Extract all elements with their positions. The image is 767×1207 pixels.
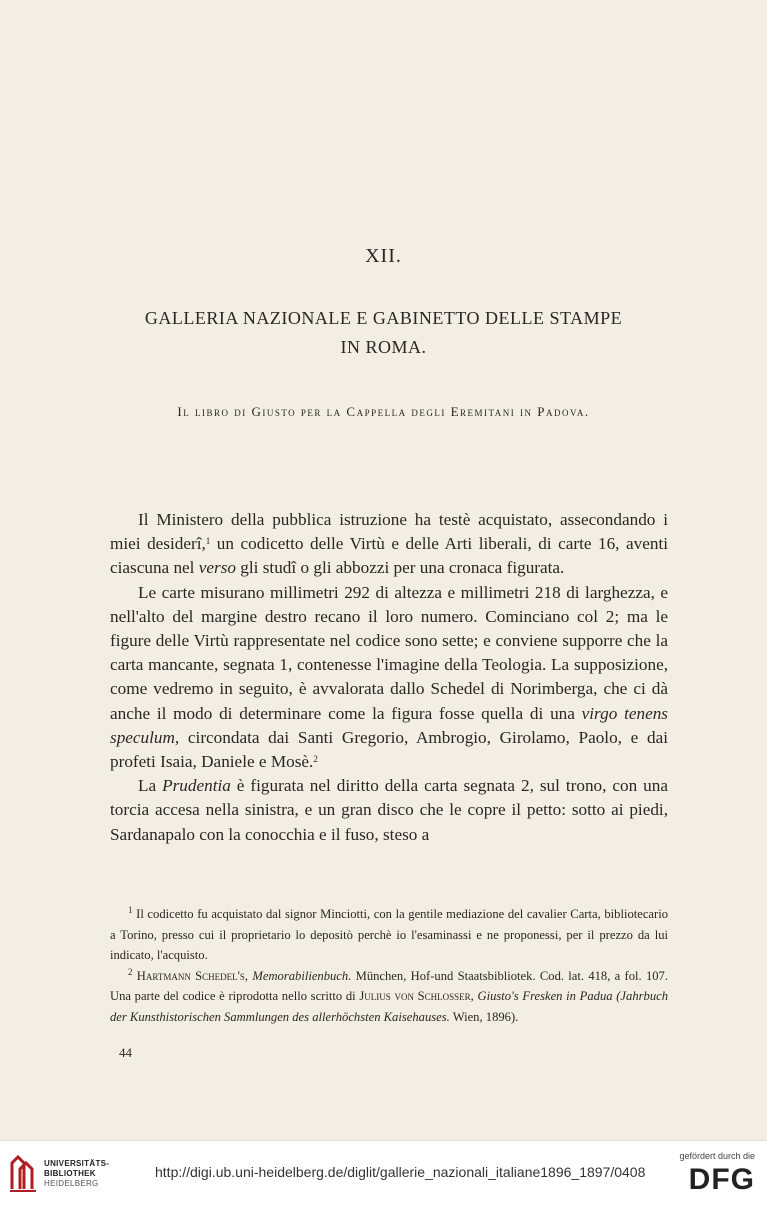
footnote-2: $^2$ Hartmann Schedel's, Memorabilienbuch. München, Hof-und Staatsbibliotek. Cod. lat. 418, a fol. 107. Una parte del codice è riprodotta nello scritto di Julius von Schlosser, Giusto's Fresken in Padua (Jahrbuch der Kunsthistorischen Sammlungen des allerhöchsten Kaisehauses. Wien, 1896). <box>110 966 668 1024</box>
chapter-title-line2: IN ROMA. <box>340 337 427 357</box>
section-subtitle: Il libro di Giusto per la Cappella degli Eremitani in Padova. <box>177 404 590 419</box>
dfg-logo: DFG <box>688 1163 755 1196</box>
body-text <box>110 508 668 847</box>
footnote-ref-2: 2 <box>313 754 318 765</box>
chapter-number: XII. <box>365 245 402 267</box>
page-number: 44 <box>119 1045 132 1060</box>
viewer-footer <box>0 1140 767 1207</box>
footnotes <box>110 904 668 1028</box>
paragraph-3: La Prudentia è figurata nel diritto della carta segnata 2, sul trono, con una torcia accesa nella sinistra, e un gran disco che le copre il petto: sotto ai piedi, Sardanapalo con la conocchia e il fuso, steso a <box>110 776 668 844</box>
paragraph-1: Il Ministero della pubblica istruzione ha testè acquistato, assecondando i miei desiderî,$^1$ un codicetto delle Virtù e delle Arti liberali, di carte 16, aventi ciascuna nel verso gli studî o gli abbozzi per una cronaca figurata. <box>110 510 668 578</box>
funding-note: gefördert durch die <box>679 1151 755 1161</box>
chapter-title-line1: GALLERIA NAZIONALE E GABINETTO DELLE STAMPE <box>144 308 623 328</box>
library-name: UNIVERSITÄTS- BIBLIOTHEK HEIDELBERG <box>44 1159 110 1188</box>
paragraph-2: Le carte misurano millimetri 292 di altezza e millimetri 218 di larghezza, e nell'alto del margine destro recano il loro numero. Cominciano col 2; ma le figure delle Virtù rappresentate nel codice sono sette; e conviene supporre che la carta mancante, segnata 1, contenesse l'imagine della Teologia. La supposizione, come vedremo in seguito, è avvalorata dallo Schedel di Norimberga, che ci dà anche il modo di determinare come la figura fosse quella di una virgo tenens speculum, circondata dai Santi Gregorio, Ambrogio, Girolamo, Paolo, e dai profeti Isaia, Daniele e Mosè.$^2$ <box>110 582 668 772</box>
university-library-logo-icon <box>8 1153 38 1193</box>
permalink-url[interactable]: http://digi.ub.uni-heidelberg.de/diglit/gallerie_nazionali_italiane1896_1897/0408 <box>155 1164 646 1180</box>
footnote-1: $^1$ Il codicetto fu acquistato dal signor Minciotti, con la gentile mediazione del cavalier Carta, bibliotecario a Torino, presso cui il proprietario lo depositò perchè io l'esaminassi e ne proponessi, per il prezzo da lui indicato, l'acquisto. <box>110 905 668 963</box>
footnote-ref-1: 1 <box>205 536 211 547</box>
